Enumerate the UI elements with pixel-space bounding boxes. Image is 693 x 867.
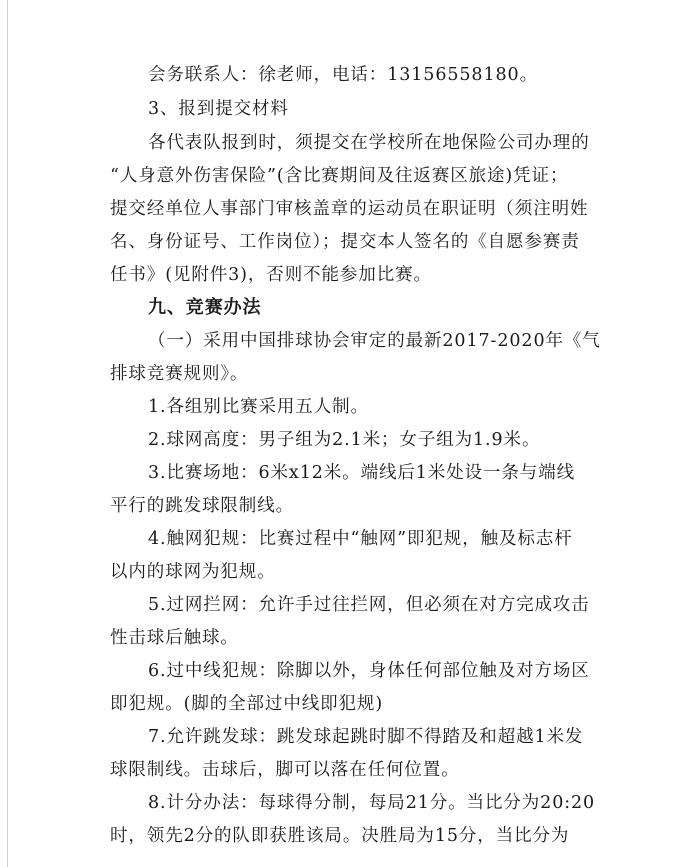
rule-item-3-cont: 平行的跳发球限制线。 (110, 496, 294, 516)
paragraph-line: 提交经单位人事部门审核盖章的运动员在职证明（须注明姓 (110, 199, 589, 219)
rule-item-3: 3.比赛场地：6米x12米。端线后1米处设一条与端线 (148, 463, 576, 483)
paragraph-line: 各代表队报到时，须提交在学校所在地保险公司办理的 (148, 133, 590, 153)
paragraph-line: “人身意外伤害保险”(含比赛期间及往返赛区旅途)凭证； (110, 166, 569, 186)
paragraph-line: 名、身份证号、工作岗位）；提交本人签名的《自愿参赛责 (110, 232, 580, 252)
rule-item-5: 5.过网拦网：允许手过往拦网，但必须在对方完成攻击 (148, 595, 590, 615)
rule-item-6: 6.过中线犯规：除脚以外，身体任何部位触及对方场区 (148, 661, 590, 681)
rule-item-8: 8.计分办法：每球得分制，每局21分。当比分为20:20 (148, 793, 596, 813)
subsection-heading-report-materials: 3、报到提交材料 (148, 99, 289, 119)
rule-item-2: 2.球网高度：男子组为2.1米；女子组为1.9米。 (148, 430, 541, 450)
paragraph-line: （一）采用中国排球协会审定的最新2017-2020年《气 (148, 331, 601, 351)
rule-item-4: 4.触网犯规：比赛过程中“触网”即犯规，触及标志杆 (148, 529, 573, 549)
section-heading-competition-rules: 九、竞赛办法 (148, 297, 262, 318)
rule-item-7: 7.允许跳发球：跳发球起跳时脚不得踏及和超越1米发 (148, 727, 584, 747)
rule-item-1: 1.各组别比赛采用五人制。 (148, 397, 369, 417)
rule-item-7-cont: 球限制线。击球后，脚可以落在任何位置。 (110, 760, 460, 780)
rule-item-8-cont: 时，领先2分的队即获胜该局。决胜局为15分，当比分为 (110, 826, 570, 846)
rule-item-5-cont: 性击球后触球。 (110, 628, 239, 648)
paragraph-line: 任书》(见附件3)，否则不能参加比赛。 (110, 265, 432, 285)
rule-item-4-cont: 以内的球网为犯规。 (110, 562, 276, 582)
contact-line: 会务联系人：徐老师，电话：13156558180。 (148, 65, 538, 85)
paragraph-line: 排球竞赛规则》。 (110, 364, 249, 384)
rule-item-6-cont: 即犯规。(脚的全部过中线即犯规) (110, 694, 384, 714)
